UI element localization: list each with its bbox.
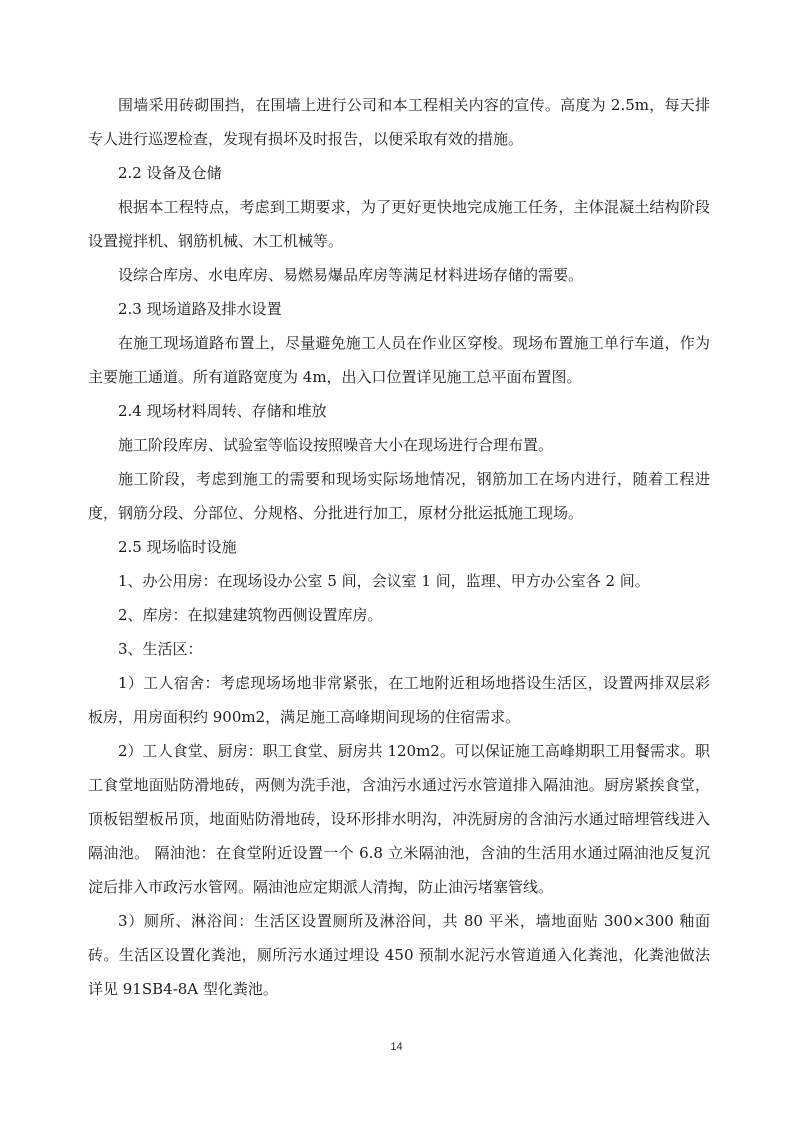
paragraph-road-layout: 在施工现场道路布置上，尽量避免施工人员在作业区穿梭。现场布置施工单行车道，作为主要施工通道。所有道路宽度为 4m，出入口位置详见施工总平面布置图。 bbox=[88, 334, 710, 386]
page-number: 14 bbox=[390, 1041, 403, 1053]
paragraph-warehouse-setup: 设综合库房、水电库房、易燃易爆品库房等满足材料进场存储的需要。 bbox=[118, 266, 584, 284]
heading-roads-drainage: 2.3 现场道路及排水设置 bbox=[118, 300, 282, 318]
paragraph-worker-dormitory: 1）工人宿舍：考虑现场场地非常紧张，在工地附近租场地搭设生活区，设置两排双层彩板房，用房面积约 900m2，满足施工高峰期间现场的住宿需求。 bbox=[88, 674, 710, 726]
paragraph-office-rooms: 1、办公用房：在现场设办公室 5 间，会议室 1 间，监理、甲方办公室各 2 间。 bbox=[118, 572, 650, 590]
paragraph-equipment-setup: 根据本工程特点，考虑到工期要求，为了更好更快地完成施工任务，主体混凝土结构阶段设置搅拌机、钢筋机械、木工机械等。 bbox=[88, 198, 710, 250]
heading-materials-storage: 2.4 现场材料周转、存储和堆放 bbox=[118, 402, 327, 420]
paragraph-living-area: 3、生活区： bbox=[118, 640, 203, 658]
paragraph-wall-enclosure: 围墙采用砖砌围挡，在围墙上进行公司和本工程相关内容的宣传。高度为 2.5m，每天排专人进行巡逻检查，发现有损坏及时报告，以便采取有效的措施。 bbox=[88, 96, 710, 148]
paragraph-temporary-facilities-layout: 施工阶段库房、试验室等临设按照噪音大小在现场进行合理布置。 bbox=[118, 436, 554, 454]
paragraph-canteen-kitchen: 2）工人食堂、厨房：职工食堂、厨房共 120m2。可以保证施工高峰期职工用餐需求。职工食堂地面贴防滑地砖，两侧为洗手池，含油污水通过污水管道排入隔油池。厨房紧挨食堂，顶板铝塑板吊顶，地面贴防滑地砖，设环形排水明沟，冲洗厨房的含油污水通过暗埋管线进入隔油池。 隔油池：在食堂附近设置一个 6.8 立米隔油池，含油的生活用水通过隔油池反复沉淀后排入市政污水管网。隔油池应定期派人清掏，防止油污堵塞管线。 bbox=[88, 742, 710, 896]
heading-temporary-facilities: 2.5 现场临时设施 bbox=[118, 538, 237, 556]
document-body bbox=[88, 88, 710, 1006]
paragraph-toilet-shower: 3）厕所、淋浴间：生活区设置厕所及淋浴间，共 80 平米，墙地面贴 300×300 釉面砖。生活区设置化粪池，厕所污水通过埋设 450 预制水泥污水管道通入化粪池，化粪池做法详见 91SB4-8A 型化粪池。 bbox=[88, 912, 710, 998]
paragraph-warehouse-location: 2、库房：在拟建建筑物西侧设置库房。 bbox=[118, 606, 383, 624]
heading-equipment-storage: 2.2 设备及仓储 bbox=[118, 164, 222, 182]
paragraph-rebar-processing: 施工阶段，考虑到施工的需要和现场实际场地情况，钢筋加工在场内进行，随着工程进度，钢筋分段、分部位、分规格、分批进行加工，原材分批运抵施工现场。 bbox=[88, 470, 710, 522]
